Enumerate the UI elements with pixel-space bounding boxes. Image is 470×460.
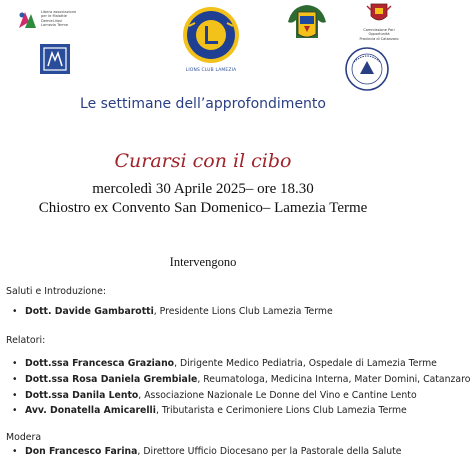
round-seal: [344, 46, 390, 92]
speaker-item: [12, 405, 407, 416]
speaker-item: [12, 374, 470, 385]
person-name: Dott.ssa Rosa Daniela Grembiale: [25, 374, 198, 385]
greetings-item: [12, 306, 333, 317]
person-name: Dott. Davide Gambarotti: [25, 306, 154, 317]
moderator-item: [12, 446, 402, 457]
greetings-label: Saluti e Introduzione:: [6, 286, 107, 297]
moderator-label: Modera: [6, 432, 42, 443]
commission-crest-icon: [357, 2, 401, 26]
lions-emblem-icon: [181, 4, 241, 66]
bullet-icon: •: [12, 405, 18, 416]
region-crest: [286, 2, 328, 42]
lions-caption: LIONS CLUB LAMEZIA: [185, 68, 237, 73]
person-name: Don Francesco Farina: [25, 446, 138, 457]
series-title: Le settimane dell’approfondimento: [80, 96, 326, 112]
square-emblem-icon: [40, 44, 70, 74]
association-logo-text: Libera associazione per le Malattie Demiel-Vasi Lamezia Terme: [41, 10, 77, 28]
person-role: , Dirigente Medico Pediatria, Ospedale di Lamezia Terme: [174, 358, 437, 369]
person-role: , Tributarista e Cerimoniere Lions Club Lamezia Terme: [155, 405, 407, 416]
region-crest-icon: [286, 2, 328, 42]
bullet-icon: •: [12, 374, 18, 385]
square-emblem: [40, 44, 70, 74]
bullet-icon: •: [12, 306, 18, 317]
person-role: , Direttore Ufficio Diocesano per la Pastorale della Salute: [137, 446, 402, 457]
person-name: Dott.ssa Danila Lento: [25, 390, 139, 401]
speaker-item: [12, 358, 437, 369]
speakers-heading: Intervengono: [169, 255, 237, 269]
person-role: , Associazione Nazionale Le Donne del Vino e Cantine Lento: [138, 390, 417, 401]
person-name: Avv. Donatella Amicarelli: [25, 405, 156, 416]
association-emblem-icon: [16, 8, 38, 32]
seal-icon: [344, 46, 390, 92]
commission-logo: [357, 2, 401, 42]
association-logo: [16, 6, 108, 36]
person-role: , Presidente Lions Club Lamezia Terme: [153, 306, 333, 317]
event-date: mercoledì 30 Aprile 2025– ore 18.30: [92, 181, 314, 197]
lions-club-logo: [181, 4, 241, 76]
bullet-icon: •: [12, 358, 18, 369]
event-venue: Chiostro ex Convento San Domenico– Lamezia Terme: [38, 200, 368, 216]
event-title: Curarsi con il cibo: [114, 150, 292, 172]
bullet-icon: •: [12, 390, 18, 401]
speakers-label: Relatori:: [6, 335, 46, 346]
bullet-icon: •: [12, 446, 18, 457]
person-role: , Reumatologa, Medicina Interna, Mater Domini, Catanzaro: [197, 374, 470, 385]
speaker-item: [12, 390, 417, 401]
commission-logo-text: Commissione Pari Opportunità Provincia di Catanzaro: [359, 28, 399, 41]
person-name: Dott.ssa Francesca Graziano: [25, 358, 175, 369]
